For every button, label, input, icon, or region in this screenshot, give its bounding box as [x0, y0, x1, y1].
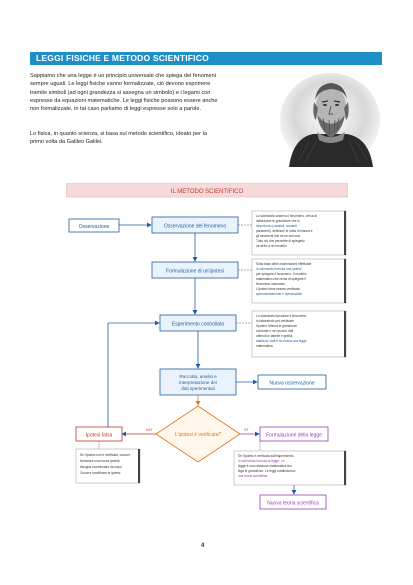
- note-3-line: ottenuti in tabelle e grafici,: [256, 334, 294, 338]
- node-raccolta-dati-label: Raccolta, analisi e: [179, 374, 217, 379]
- note-5-line: una teoria scientifica.: [238, 474, 268, 478]
- node-nuova-osservazione-label: Nuova osservazione: [269, 380, 315, 387]
- note-5-line: Se l'ipotesi è verificata dall'esperimento: [238, 454, 294, 458]
- intro-line: espresse da equazioni matematiche. Le leggi fisiche possono essere anche: [30, 97, 218, 104]
- note-shadow: [344, 311, 346, 357]
- node-formulazione-legge-label: Formulazione della legge: [266, 432, 322, 439]
- note-1-line: parametri), definisce le unità di misura e: [256, 229, 313, 233]
- note-2-line: per spiegare il fenomeno. Il modello: [256, 272, 307, 276]
- note-shadow: [344, 451, 346, 485]
- galileo-portrait: [279, 68, 382, 167]
- note-3-line: Lo scienziato riproduce il fenomeno: [256, 314, 307, 318]
- note-2-line: matematico che cerca di spiegare il: [256, 277, 306, 281]
- note-4-line: bisogna ricominciare da capo.: [80, 465, 123, 469]
- note-5-line: lega le grandezze. Le leggi costituiscono: [238, 469, 296, 473]
- no-label: NO: [146, 427, 152, 432]
- intro-line: Lo fisica, in quanto scienza, si basa sul metodo scientifico, ideato per la: [30, 131, 207, 137]
- note-2-line: Sulla base delle osservazioni effettuate: [256, 262, 312, 266]
- note-1-line: gli strumenti che se ne servono.: [256, 234, 302, 238]
- note-4-line: Se l'ipotesi non è verificata, occorre: [80, 453, 131, 457]
- si-label: SÌ: [244, 427, 248, 432]
- note-1-line: va detto a un modello.: [256, 244, 288, 248]
- node-ipotesi-falsa-label: Ipotesi falsa: [85, 432, 113, 439]
- intro-line: sempre uguali. Le leggi fisiche vanno formalizzate, ciò devono esprimere: [30, 81, 211, 88]
- node-osservazione-label: Osservazione: [78, 224, 110, 230]
- page-number: 4: [201, 543, 205, 549]
- note-1-line: descrivono (variabili, costanti,: [256, 224, 298, 228]
- decision-label: L'ipotesi è verificata?: [174, 432, 222, 438]
- intro-line: primo volta da Galileo Galilei.: [30, 139, 103, 146]
- note-1-line: Tutto ciò che permette di spiegarlo: [256, 239, 305, 243]
- note-shadow: [344, 211, 346, 255]
- note-4-line: formulare una nuova ipotesi;: [80, 459, 121, 463]
- note-3-line: analizza i dati e ne ricava una legge: [256, 339, 307, 343]
- note-2-line: fenomeno osservato.: [256, 282, 286, 286]
- note-4-line: Occorre modificare le ipotesi.: [80, 471, 122, 475]
- node-formulazione-ipotesi-label: Formulazione di un'ipotesi: [166, 268, 224, 275]
- diagram-title: IL METODO SCIENTIFICO: [170, 189, 244, 195]
- note-2-line: lo scienziato formula una ipotesi: [256, 267, 302, 271]
- note-1-line: individuare le grandezze che lo: [256, 219, 300, 223]
- node-osservazione-fenomeno-label: Osservazione del fenomeno: [163, 223, 227, 230]
- intro-line: non formalizzate, in tal caso parliamo di leggi espresse solo a parole.: [30, 106, 202, 113]
- metodo-scientifico-diagram: [66, 183, 348, 525]
- node-raccolta-dati-label: interpretazione dei: [179, 380, 217, 385]
- note-3-line: coinvolte e ne riporta i dati: [256, 329, 294, 333]
- note-2-line: sperimentalmente e riproducibile.: [256, 292, 303, 296]
- note-2-line: L'ipotesi deve essere verificata: [256, 287, 300, 291]
- note-3-line: matematica.: [256, 344, 274, 348]
- note-3-line: l'ipotesi. Misura le grandezze: [256, 324, 298, 328]
- node-teoria-label: Nuova teoria scientifica: [267, 500, 319, 507]
- note-shadow: [138, 449, 140, 483]
- intro-line: Sappiamo che una legge è un principio universale che spiega dei fenomeni: [30, 73, 216, 79]
- intro-paragraph-1: [30, 72, 278, 113]
- note-5-line: lo scienziato formula la legge. La: [238, 459, 285, 463]
- node-esperimento-label: Esperimento controllato: [171, 321, 225, 328]
- intro-line: tramite simboli (ad ogni grandezza si assegna un simbolo) e i legami con: [30, 89, 211, 96]
- note-shadow: [344, 259, 346, 303]
- note-1-line: Lo scienziato osserva il fenomeno, cerca di: [256, 214, 317, 218]
- note-5-line: legge è una relazione matematica che: [238, 464, 292, 468]
- page-title: LEGGI FISICHE E METODO SCIENTIFICO: [30, 52, 382, 65]
- intro-paragraph-2: [30, 130, 278, 147]
- note-3-line: in laboratorio per verificare: [256, 319, 294, 323]
- node-raccolta-dati-label: dati sperimentali: [181, 386, 215, 391]
